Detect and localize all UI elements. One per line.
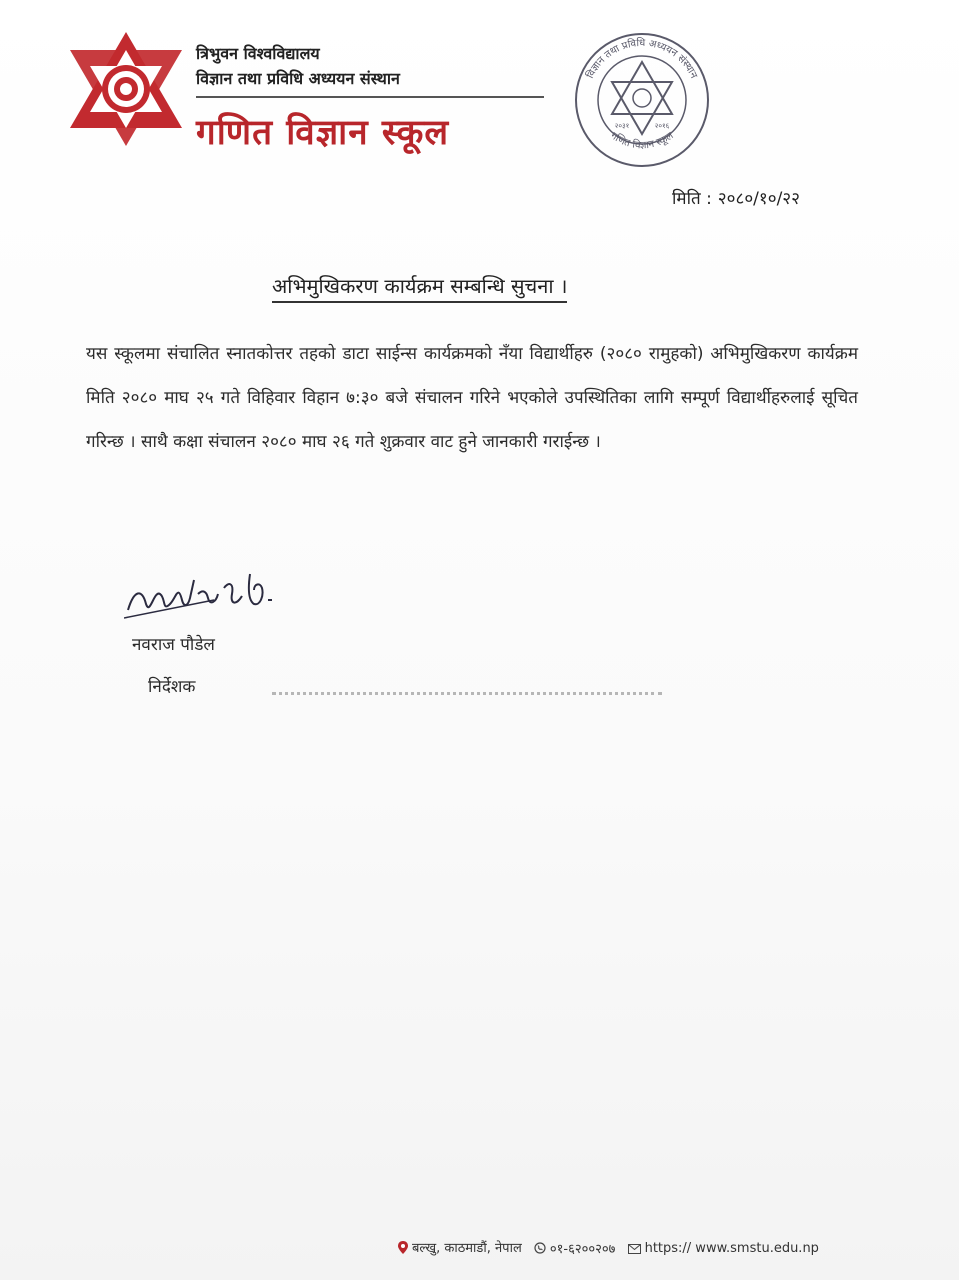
- date-value: २०८०/१०/२२: [717, 189, 800, 209]
- dotted-mark: [272, 688, 662, 695]
- university-name: त्रिभुवन विश्वविद्यालय: [196, 44, 320, 63]
- seal-text: विज्ञान तथा प्रविधि अध्ययन संस्थान: [584, 37, 700, 81]
- svg-text:विज्ञान तथा प्रविधि अध्ययन संस: [584, 37, 699, 81]
- seal-right-year: २०१६: [654, 122, 670, 130]
- header-rule: [196, 96, 544, 98]
- phone-icon: [534, 1242, 546, 1254]
- tribhuvan-university-logo-icon: [66, 28, 186, 150]
- notice-body: यस स्कूलमा संचालित स्नातकोत्तर तहको डाटा साईन्स कार्यक्रमको नँया विद्यार्थीहरु (२०८० रामुहको) अभिमुखिकरण कार्यक्रम मिति २०८० माघ २५ गते विहिवार विहान ७:३० बजे संचालन गरिने भएकोले उपस्थितिका लागि सम्पूर्ण विद्यार्थीहरुलाई सूचित गरिन्छ । साथै कक्षा संचालन २०८० माघ २६ गते शुक्रवार वाट हुने जानकारी गराईन्छ ।: [86, 344, 858, 452]
- location-pin-icon: [398, 1241, 408, 1254]
- institute-name: विज्ञान तथा प्रविधि अध्ययन संस्थान: [196, 69, 400, 88]
- footer-phone: [534, 1239, 616, 1257]
- signatory-role: निर्देशक: [148, 677, 196, 697]
- email-icon: [628, 1244, 641, 1254]
- official-seal-icon: [572, 30, 712, 170]
- signature-icon: [124, 560, 284, 622]
- footer-website[interactable]: [628, 1241, 819, 1256]
- footer-phone-text: ०१-६२००२०७: [549, 1241, 616, 1257]
- footer-address-text: बल्खु, काठमाडौं, नेपाल: [412, 1241, 522, 1256]
- notice-title: अभिमुखिकरण कार्यक्रम सम्बन्धि सुचना ।: [272, 272, 567, 303]
- date-label: मिति :: [672, 189, 712, 209]
- school-name: गणित विज्ञान स्कूल: [196, 113, 450, 153]
- footer-contact: [398, 1238, 827, 1258]
- seal-left-year: २०३१: [614, 122, 630, 130]
- footer-website-text[interactable]: https:// www.smstu.edu.np: [644, 1241, 819, 1256]
- notice-date: [672, 186, 806, 209]
- signatory-name: नवराज पौडेल: [132, 635, 215, 655]
- footer-address: [398, 1238, 522, 1256]
- seal-bottom-text: गणित विज्ञान स्कूल: [608, 130, 676, 152]
